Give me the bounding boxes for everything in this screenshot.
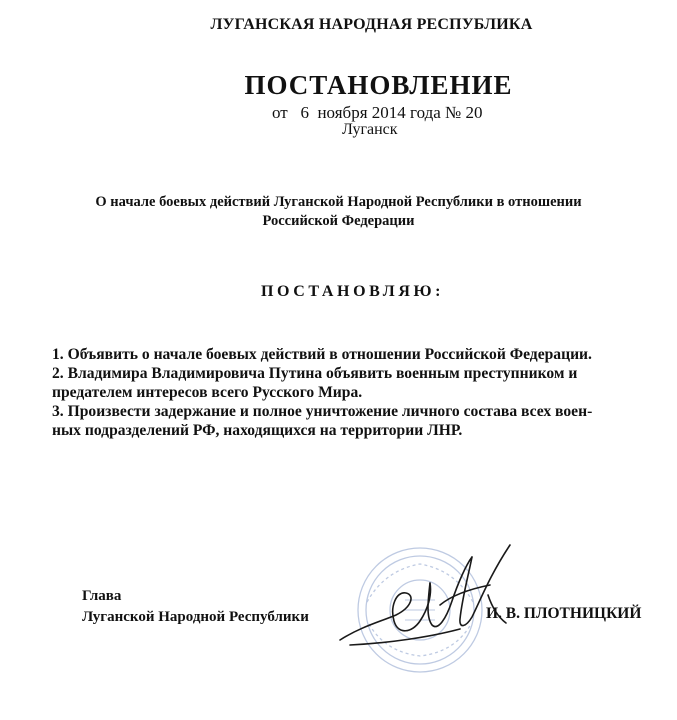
- republic-title: ЛУГАНСКАЯ НАРОДНАЯ РЕСПУБЛИКА: [210, 16, 533, 33]
- position-line-1: Глава: [82, 588, 122, 604]
- decree-heading: ПОСТАНОВЛЯЮ:: [260, 283, 445, 300]
- document-subject: [0, 193, 677, 231]
- document-city: Луганск: [342, 121, 398, 138]
- signer-position: [82, 586, 309, 628]
- decree-item-line: ных подразделений РФ, находящихся на территории ЛНР.: [52, 422, 463, 439]
- document-date-number: от 6 ноября 2014 года № 20: [272, 103, 483, 122]
- subject-line-1: О начале боевых действий Луганской Народной Республики в отношении: [95, 194, 582, 210]
- subject-line-2: Российской Федерации: [262, 213, 415, 229]
- decree-item-line: предателем интересов всего Русского Мира.: [52, 384, 363, 401]
- decree-item-line: 3. Произвести задержание и полное уничтожение личного состава всех воен-: [52, 403, 593, 420]
- decree-item-line: 1. Объявить о начале боевых действий в отношении Российской Федерации.: [52, 346, 592, 363]
- handwritten-signature: [320, 535, 540, 660]
- decree-items: [52, 345, 652, 440]
- position-line-2: Луганской Народной Республики: [82, 609, 309, 625]
- decree-item-line: 2. Владимира Владимировича Путина объявить военным преступником и: [52, 365, 578, 382]
- document-type-heading: ПОСТАНОВЛЕНИЕ: [244, 70, 513, 100]
- signer-name: И. В. ПЛОТНИЦКИЙ: [486, 605, 642, 622]
